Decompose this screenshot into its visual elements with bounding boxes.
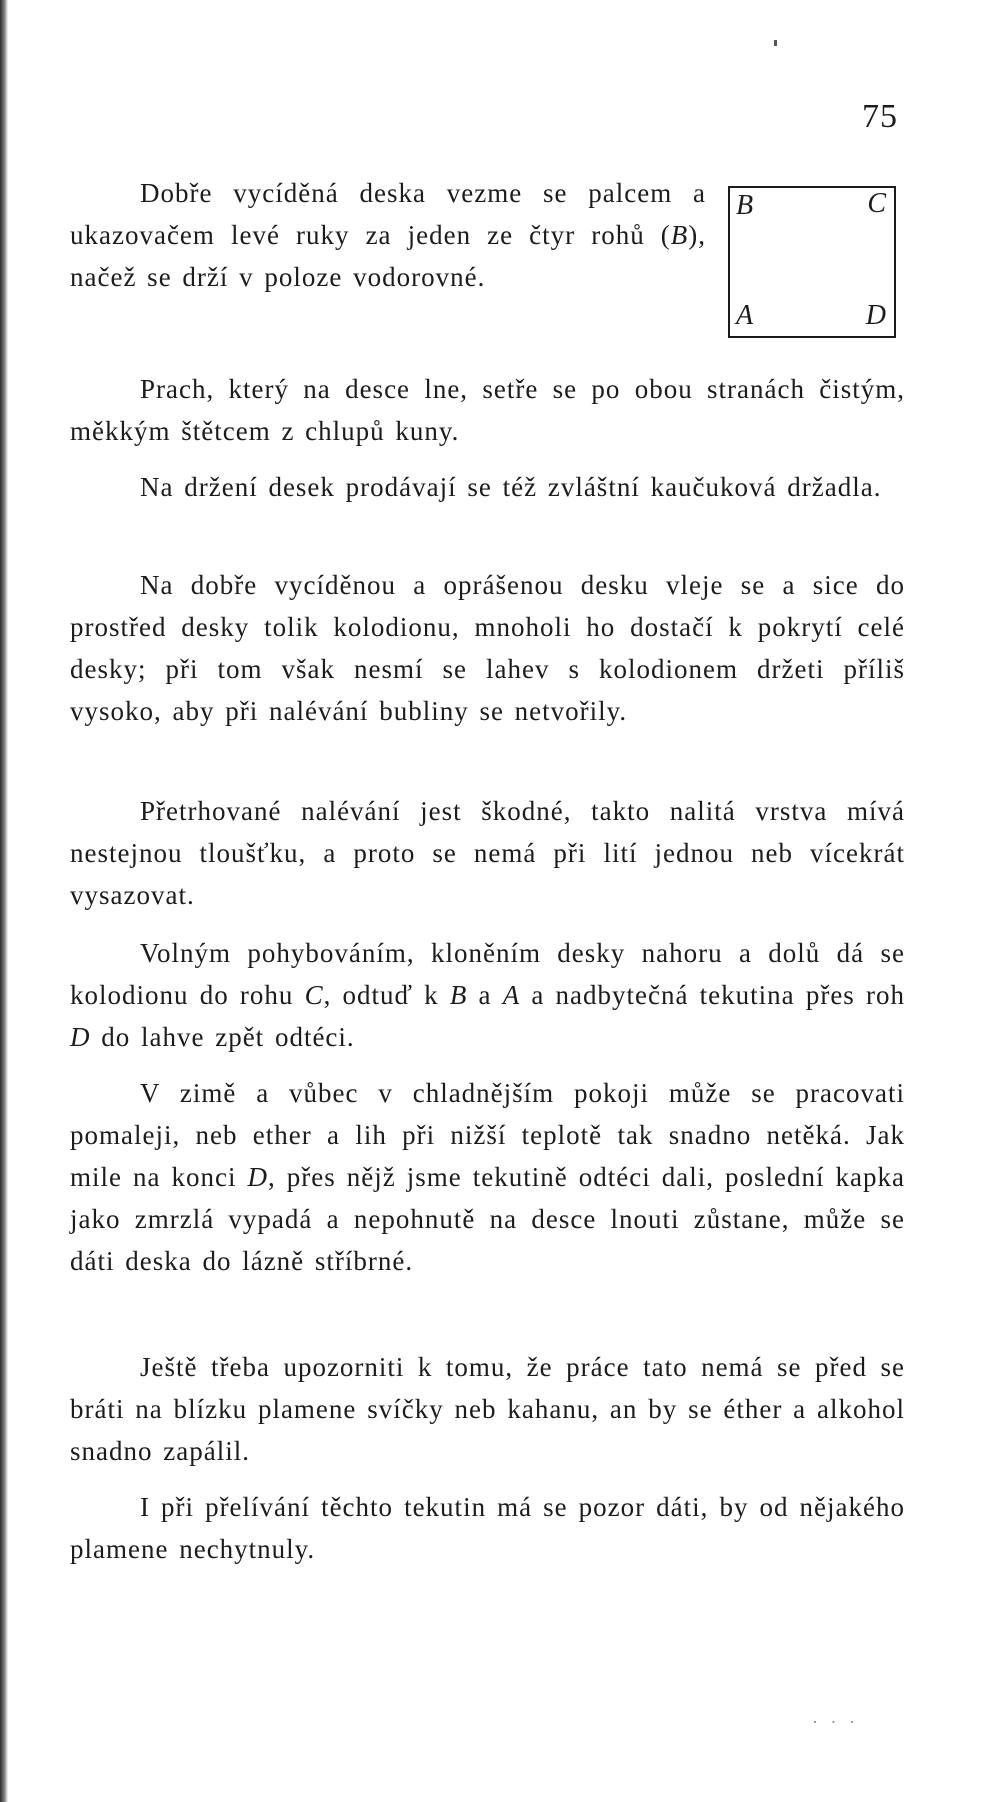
paragraph-winter bbox=[70, 1072, 905, 1282]
text-run: a nadbytečná tekutina přes roh bbox=[520, 980, 905, 1010]
corner-ref-d: D bbox=[70, 1022, 91, 1052]
text-run: V zimě a vůbec v chladnějším pokoji může se pracovati pomaleji, neb ether a lih při nižší teplotě tak snadno netěká. Jak mile na konci bbox=[70, 1078, 905, 1192]
intro-text-1: Dobře vycíděná deska vezme se palcem a ukazovačem levé ruky za jeden ze čtyr rohů ( bbox=[70, 178, 706, 250]
corner-label-d: D bbox=[865, 300, 886, 331]
paragraph-pouring-caution bbox=[70, 1486, 905, 1570]
corner-label-a: A bbox=[736, 300, 754, 331]
paragraph-pouring bbox=[70, 564, 905, 732]
paragraph-text: Na dobře vycíděnou a oprášenou desku vleje se a sice do prostřed desky tolik kolodionu, mnoholi ho dostačí k pokrytí celé desky; při tom však nesmí se lahev s kolodionem držeti příliš vysoko, aby při nalévání bubliny se netvořily. bbox=[70, 570, 905, 726]
print-speck bbox=[774, 40, 777, 46]
print-specks: · · · bbox=[812, 1712, 859, 1732]
corner-label-b: B bbox=[736, 190, 754, 221]
paragraph-dust bbox=[70, 368, 905, 452]
corner-ref-b: B bbox=[449, 980, 468, 1010]
text-run: , přes nějž jsme tekutině odtéci dali, poslední kapka jako zmrzlá vypadá a nepohnutě na desce lnouti zůstane, může se dáti deska do lázně stříbrné. bbox=[70, 1162, 905, 1276]
text-run: a bbox=[467, 980, 503, 1010]
intro-text-2: ), načež se drží v poloze vodorovné. bbox=[70, 220, 706, 292]
intro-paragraph bbox=[70, 172, 706, 298]
paragraph-interrupted bbox=[70, 790, 905, 916]
paragraph-text: Ještě třeba upozorniti k tomu, že práce tato nemá se před se bráti na blízku plamene svíčky neb kahanu, an by se éther a alkohol snadno zapálil. bbox=[70, 1352, 905, 1466]
intro-corner-label: B bbox=[670, 220, 689, 250]
text-run: do lahve zpět odtéci. bbox=[90, 1022, 355, 1052]
corner-ref-a: A bbox=[502, 980, 521, 1010]
paragraph-holders bbox=[70, 466, 905, 508]
corner-ref-d: D bbox=[247, 1162, 269, 1192]
plate-diagram bbox=[728, 186, 896, 338]
corner-ref-c: C bbox=[304, 980, 324, 1010]
text-run: , odtuď k bbox=[323, 980, 450, 1010]
paragraph-text: I při přelívání těchto tekutin má se pozor dáti, by od nějakého plamene nechytnuly. bbox=[70, 1492, 905, 1564]
page-edge-shadow bbox=[0, 0, 8, 1802]
paragraph-flame-warning bbox=[70, 1346, 905, 1472]
paragraph-tilting bbox=[70, 932, 905, 1058]
page-number: 75 bbox=[862, 98, 898, 135]
corner-label-c: C bbox=[867, 188, 886, 219]
paragraph-text: Přetrhované nalévání jest škodné, takto nalitá vrstva mívá nestejnou tloušťku, a proto se nemá při lití jednou neb vícekrát vysazovat. bbox=[70, 796, 905, 910]
paragraph-text: Prach, který na desce lne, setře se po obou stranách čistým, měkkým štětcem z chlupů kuny. bbox=[70, 374, 905, 446]
text-run: Volným pohybováním, kloněním desky nahoru a dolů dá se kolodionu do rohu bbox=[70, 938, 905, 1010]
paragraph-text: Na držení desek prodávají se též zvláštní kaučuková držadla. bbox=[140, 472, 882, 502]
